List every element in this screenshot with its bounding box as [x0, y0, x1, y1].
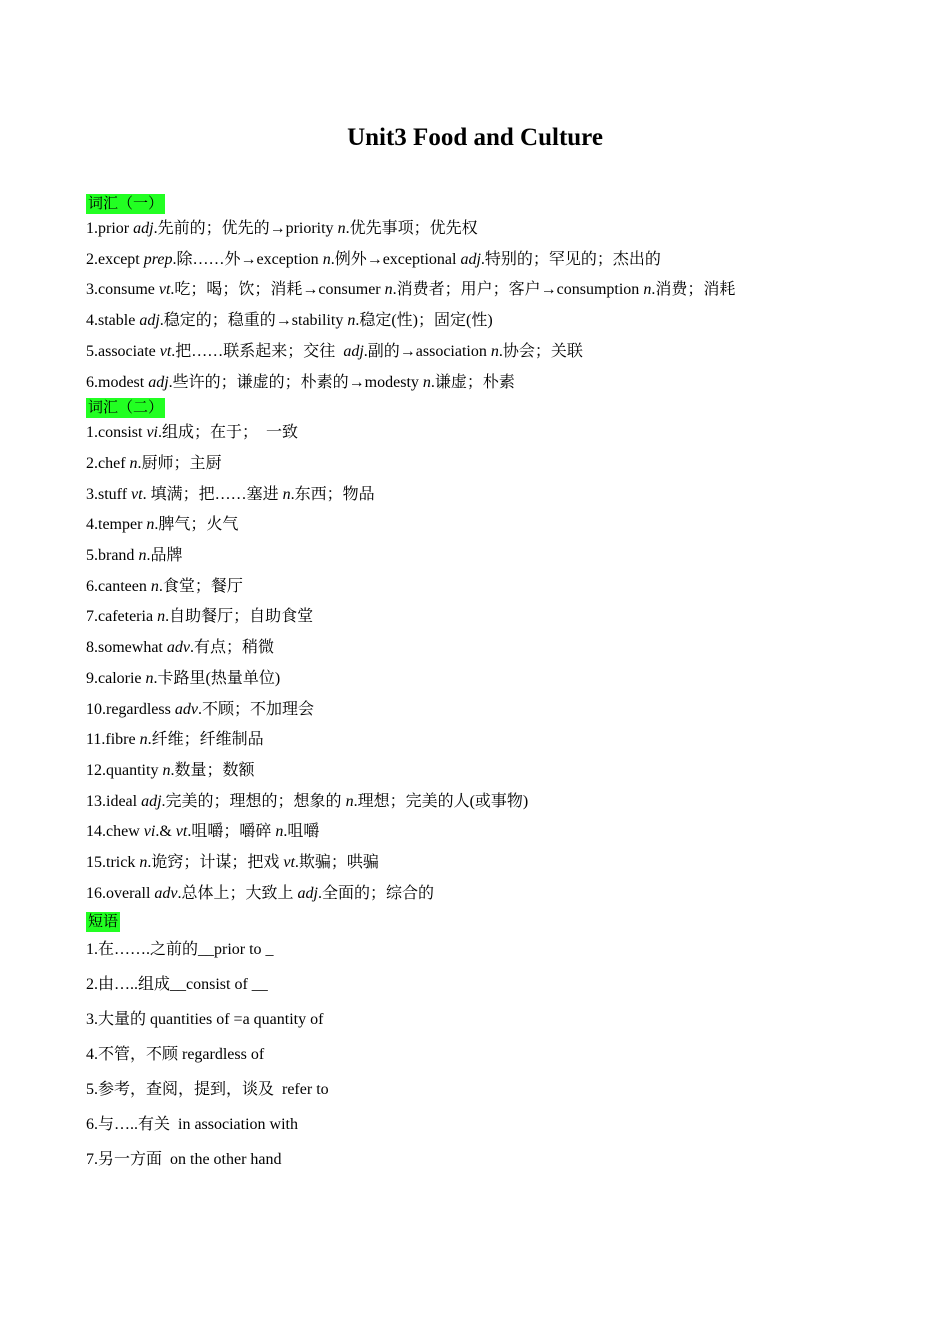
part-of-speech: adv — [174, 700, 198, 718]
item-text: . 填满；把……塞进 — [142, 485, 283, 503]
item-text: .把……联系起来；交往 — [171, 342, 344, 360]
item-text: .全面的；综合的 — [318, 884, 435, 902]
item-text: .欺骗；哄骗 — [294, 854, 379, 872]
phrase-item — [86, 1037, 886, 1072]
item-text: .优先事项；优先权 — [345, 220, 478, 237]
item-text: .咀嚼；嚼碎 — [187, 823, 276, 841]
item-text: 1.prior — [86, 220, 134, 237]
item-text: .稳定(性)；固定(性) — [355, 312, 493, 330]
vocab-item — [86, 449, 886, 480]
part-of-speech: n — [139, 854, 148, 872]
item-text: 5.associate — [86, 342, 160, 360]
item-text: 7.另一方面 on the other hand — [86, 1151, 282, 1169]
item-text: .除……外→exception — [172, 250, 323, 268]
item-text: 3.大量的 quantities of =a quantity of — [86, 1011, 324, 1029]
part-of-speech: n — [129, 454, 138, 472]
item-text: .先前的；优先的→priority — [153, 220, 338, 237]
part-of-speech: n — [138, 547, 147, 565]
item-text: .吃；喝；饮；消耗→consumer — [170, 281, 385, 299]
item-text: .不顾；不加理会 — [197, 700, 314, 718]
vocab-item — [86, 480, 886, 511]
item-text: 2.except — [86, 250, 144, 268]
item-text: 6.与…..有关 in association with — [86, 1116, 298, 1134]
item-text: 7.cafeteria — [86, 608, 158, 626]
part-of-speech: vt — [159, 342, 172, 360]
vocab-list — [86, 214, 886, 398]
vocab-item — [86, 541, 886, 572]
phrase-list — [86, 932, 886, 1177]
item-text: .消费者；用户；客户→consumption — [392, 281, 644, 299]
item-text: 5.brand — [86, 547, 139, 565]
part-of-speech: n — [139, 731, 148, 749]
item-text: .完美的；理想的；想象的 — [161, 792, 346, 810]
item-text: .有点；稍微 — [189, 639, 274, 657]
vocab-item — [86, 368, 886, 399]
item-text: 13.ideal — [86, 792, 142, 810]
item-text: .数量；数额 — [170, 761, 255, 779]
item-text: .厨师；主厨 — [137, 454, 222, 472]
vocab-item — [86, 664, 886, 695]
phrase-item — [86, 1072, 886, 1107]
part-of-speech: vi — [146, 424, 158, 442]
item-text: .纤维；纤维制品 — [147, 731, 264, 749]
item-text: 5.参考，查阅，提到，谈及 refer to — [86, 1081, 329, 1099]
item-text: .东西；物品 — [290, 485, 375, 503]
vocab-item — [86, 848, 886, 879]
part-of-speech: adj — [343, 342, 364, 360]
vocab-item — [86, 337, 886, 368]
item-text: 15.trick — [86, 854, 140, 872]
vocab-item — [86, 787, 886, 818]
item-text: .诡窍；计谋；把戏 — [147, 854, 284, 872]
part-of-speech: adj — [460, 250, 481, 268]
item-text: .脾气；火气 — [154, 516, 239, 534]
part-of-speech: n — [345, 792, 354, 810]
item-text: 9.calorie — [86, 669, 146, 687]
part-of-speech: adv — [154, 884, 178, 902]
item-text: 2.由…..组成__consist of __ — [86, 976, 268, 994]
item-text: .自助餐厅；自助食堂 — [165, 608, 314, 626]
item-text: 4.stable — [86, 312, 140, 330]
item-text: .咀嚼 — [283, 823, 320, 841]
item-text: .卡路里(热量单位) — [153, 669, 281, 687]
phrase-item — [86, 1002, 886, 1037]
part-of-speech: n — [275, 823, 284, 841]
document-body — [86, 194, 886, 1177]
item-text: 1.consist — [86, 424, 147, 442]
part-of-speech: n — [162, 761, 171, 779]
vocab-item — [86, 817, 886, 848]
item-text: .稳定的；稳重的→stability — [159, 312, 348, 330]
vocab-item — [86, 879, 886, 910]
part-of-speech: n — [150, 577, 159, 595]
item-text: .消费；消耗 — [651, 281, 736, 299]
page-title: Unit3 Food and Culture — [347, 124, 603, 151]
item-text: 1.在…….之前的__prior to _ — [86, 941, 274, 959]
part-of-speech: vt — [158, 281, 171, 299]
item-text: .总体上；大致上 — [177, 884, 298, 902]
part-of-speech: n — [337, 220, 346, 237]
vocab-item — [86, 245, 886, 276]
item-text: 12.quantity — [86, 761, 163, 779]
item-text: .食堂；餐厅 — [158, 577, 243, 595]
section-vocab-2 — [86, 398, 886, 909]
item-text: 4.temper — [86, 516, 147, 534]
part-of-speech: adj — [148, 373, 169, 391]
part-of-speech: adj — [141, 792, 162, 810]
vocab-item — [86, 275, 886, 306]
vocab-list — [86, 418, 886, 909]
item-text: 8.somewhat — [86, 639, 167, 657]
vocab-item — [86, 756, 886, 787]
item-text: .特别的；罕见的；杰出的 — [480, 250, 661, 268]
vocab-item — [86, 306, 886, 337]
part-of-speech: n — [322, 250, 331, 268]
phrase-item — [86, 1142, 886, 1177]
vocab-item — [86, 633, 886, 664]
item-text: 4.不管，不顾 regardless of — [86, 1046, 265, 1064]
section-heading: 词汇（一） — [88, 196, 164, 212]
vocab-item — [86, 695, 886, 726]
item-text: 14.chew — [86, 823, 144, 841]
vocab-item — [86, 418, 886, 449]
part-of-speech: vi — [143, 823, 156, 841]
item-text: 3.consume — [86, 281, 159, 299]
part-of-speech: n — [643, 281, 652, 299]
part-of-speech: n — [146, 516, 155, 534]
item-text: .谦虚；朴素 — [430, 373, 515, 391]
item-text: .品牌 — [146, 547, 183, 565]
vocab-item — [86, 602, 886, 633]
item-text: 3.stuff — [86, 485, 132, 503]
phrase-item — [86, 932, 886, 967]
item-text: 11.fibre — [86, 731, 140, 749]
part-of-speech: vt — [131, 485, 143, 503]
part-of-speech: adj — [297, 884, 318, 902]
item-text: .& — [155, 823, 176, 841]
item-text: 6.modest — [86, 373, 149, 391]
item-text: 2.chef — [86, 454, 130, 472]
part-of-speech: n — [157, 608, 166, 626]
part-of-speech: n — [384, 281, 393, 299]
part-of-speech: vt — [175, 823, 188, 841]
item-text: .协会；关联 — [498, 342, 583, 360]
item-text: 6.canteen — [86, 577, 151, 595]
part-of-speech: adj — [133, 220, 154, 237]
item-text: .些许的；谦虚的；朴素的→modesty — [168, 373, 423, 391]
vocab-item — [86, 572, 886, 603]
part-of-speech: adj — [139, 312, 160, 330]
item-text: .例外→exceptional — [330, 250, 461, 268]
section-vocab-1 — [86, 194, 886, 398]
section-heading: 短语 — [88, 914, 119, 931]
part-of-speech: prep — [143, 250, 173, 268]
item-text: .理想；完美的人(或事物) — [353, 792, 529, 810]
item-text: .组成；在于； 一致 — [158, 424, 299, 442]
part-of-speech: n — [490, 342, 499, 360]
phrase-item — [86, 967, 886, 1002]
section-phrases — [86, 909, 886, 1177]
part-of-speech: n — [145, 669, 154, 687]
item-text: 10.regardless — [86, 700, 175, 718]
section-heading: 词汇（二） — [88, 400, 164, 417]
part-of-speech: n — [347, 312, 356, 330]
part-of-speech: vt — [283, 854, 295, 872]
part-of-speech: n — [282, 485, 291, 503]
vocab-item — [86, 725, 886, 756]
part-of-speech: n — [422, 373, 431, 391]
item-text: .副的→association — [363, 342, 491, 360]
part-of-speech: adv — [166, 639, 190, 657]
phrase-item — [86, 1107, 886, 1142]
item-text: 16.overall — [86, 884, 155, 902]
vocab-item — [86, 214, 886, 245]
vocab-item — [86, 510, 886, 541]
